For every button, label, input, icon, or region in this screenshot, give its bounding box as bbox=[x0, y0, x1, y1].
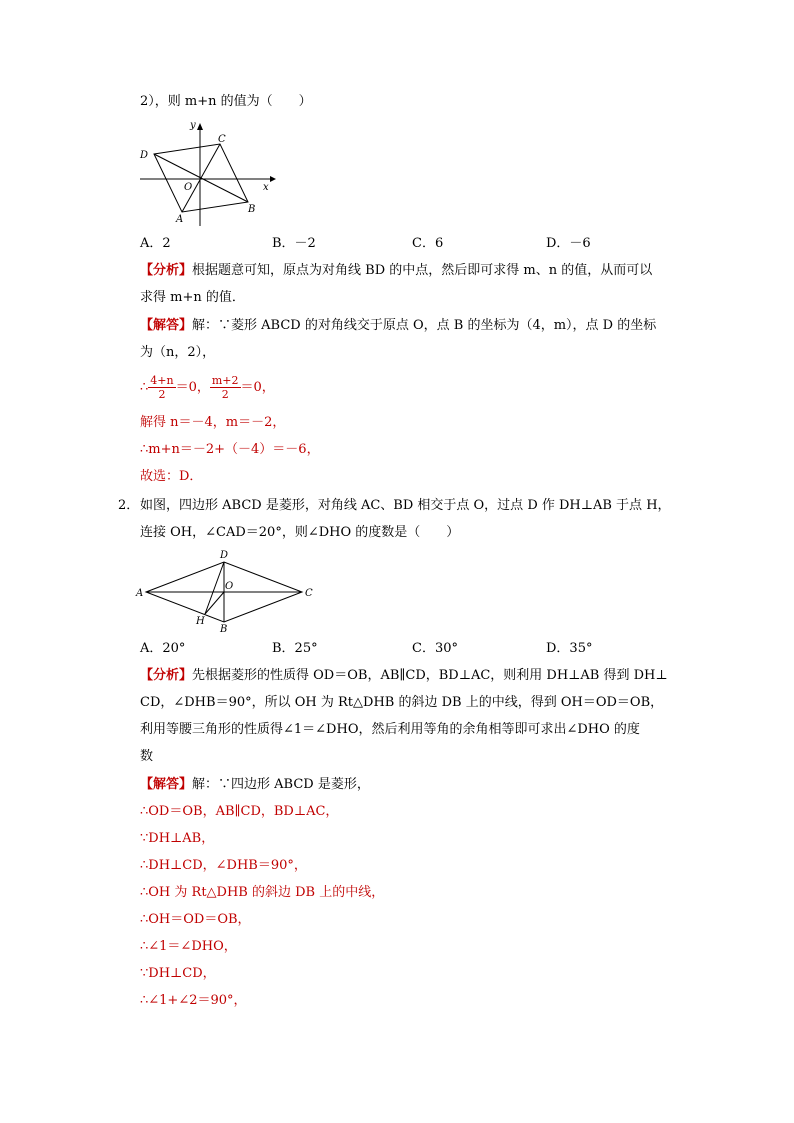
analysis-tag: 【分析】 bbox=[140, 668, 193, 683]
q1-stem-tail: 2），则 m+n 的值为（ ） bbox=[140, 94, 312, 109]
q1-option-a: A．2 bbox=[140, 236, 171, 251]
q2-analysis-text-1: 先根据菱形的性质得 OD＝OB，AB∥CD，BD⊥AC，则利用 DH⊥AB 得到 DH⊥ bbox=[192, 668, 668, 683]
answer-tag: 【解答】 bbox=[140, 777, 193, 792]
fraction-m-plus-2: $\frac{m+2}{2}$ bbox=[211, 374, 239, 401]
equation-equals-2: ＝0， bbox=[240, 380, 275, 395]
q1-label-a: A bbox=[176, 214, 184, 225]
q1-answer-text-2: 为（n，2）， bbox=[140, 345, 216, 360]
q1-analysis bbox=[140, 261, 652, 281]
q1-choose-line: 故选：D． bbox=[140, 469, 203, 484]
q2-answer-step-7: ∴∠1＝∠DHO， bbox=[140, 939, 237, 954]
q1-sum-line: ∴m+n＝－2+（－4）＝－6， bbox=[140, 442, 320, 457]
q2-option-d: D．35° bbox=[546, 641, 593, 656]
q2-label-b: B bbox=[220, 624, 228, 634]
q2-answer-step-5: ∴OH 为 Rt△DHB 的斜边 DB 上的中线， bbox=[140, 885, 385, 900]
fraction-4-plus-n: $\frac{4+n}{2}$ bbox=[150, 374, 174, 401]
q2-label-d: D bbox=[220, 550, 229, 561]
q1-label-d: D bbox=[140, 150, 149, 161]
q2-answer bbox=[140, 775, 370, 795]
q2-answer-step-1: 解：∵四边形 ABCD 是菱形， bbox=[192, 777, 370, 792]
analysis-tag: 【分析】 bbox=[140, 263, 193, 278]
q2-option-c: C．30° bbox=[412, 641, 458, 656]
q2-answer-step-3: ∵DH⊥AB， bbox=[140, 831, 215, 846]
therefore-symbol: ∴ bbox=[140, 380, 149, 395]
q2-answer-step-8: ∵DH⊥CD， bbox=[140, 966, 216, 981]
q2-answer-step-9: ∴∠1+∠2＝90°， bbox=[140, 993, 247, 1008]
q2-option-b: B．25° bbox=[272, 641, 318, 656]
q1-label-b: B bbox=[248, 204, 256, 215]
q2-label-a: A bbox=[136, 588, 144, 599]
q1-coordinate-figure bbox=[132, 116, 282, 228]
q2-stem-1: 如图，四边形 ABCD 是菱形，对角线 AC、BD 相交于点 O，过点 D 作 DH⊥AB 于点 H， bbox=[140, 498, 671, 513]
q1-solve-line: 解得 n＝－4，m＝－2， bbox=[140, 415, 286, 430]
q1-option-b: B．－2 bbox=[272, 236, 316, 251]
q2-analysis-text-3: 利用等腰三角形的性质得∠1＝∠DHO，然后利用等角的余角相等即可求出∠DHO 的度 bbox=[140, 722, 640, 737]
q2-label-h: H bbox=[196, 616, 205, 627]
q1-label-o: O bbox=[184, 182, 193, 193]
q2-stem-2: 连接 OH，∠CAD＝20°，则∠DHO 的度数是（ ） bbox=[140, 525, 460, 540]
q2-option-a: A．20° bbox=[140, 641, 186, 656]
q2-number: 2． bbox=[118, 498, 140, 513]
q1-label-y: y bbox=[190, 120, 196, 131]
q1-analysis-text-2: 求得 m+n 的值． bbox=[140, 290, 245, 305]
q2-analysis-text-2: CD，∠DHB＝90°，所以 OH 为 Rt△DHB 的斜边 DB 上的中线，得到 OH＝OD＝OB， bbox=[140, 695, 664, 710]
q2-analysis bbox=[140, 666, 668, 686]
q2-label-c: C bbox=[305, 588, 313, 599]
q2-answer-step-2: ∴OD＝OB，AB∥CD，BD⊥AC， bbox=[140, 804, 339, 819]
q1-label-c: C bbox=[218, 134, 226, 145]
q1-option-c: C．6 bbox=[412, 236, 444, 251]
q1-answer-text-1: 解：∵菱形 ABCD 的对角线交于原点 O，点 B 的坐标为（4，m），点 D 的坐标 bbox=[192, 318, 657, 333]
answer-tag: 【解答】 bbox=[140, 318, 193, 333]
q1-answer bbox=[140, 316, 656, 336]
q2-rhombus-figure bbox=[132, 548, 322, 634]
q2-answer-step-4: ∴DH⊥CD，∠DHB＝90°， bbox=[140, 858, 307, 873]
q1-label-x: x bbox=[263, 182, 269, 193]
q1-equation bbox=[140, 371, 275, 405]
equation-equals-1: ＝0， bbox=[175, 380, 210, 395]
q2-answer-step-6: ∴OH＝OD＝OB， bbox=[140, 912, 251, 927]
q1-analysis-text-1: 根据题意可知，原点为对角线 BD 的中点，然后即可求得 m、n 的值，从而可以 bbox=[192, 263, 653, 278]
q1-option-d: D．－6 bbox=[546, 236, 591, 251]
q2-analysis-text-4: 数 bbox=[140, 749, 154, 764]
q2-label-o: O bbox=[225, 581, 234, 592]
